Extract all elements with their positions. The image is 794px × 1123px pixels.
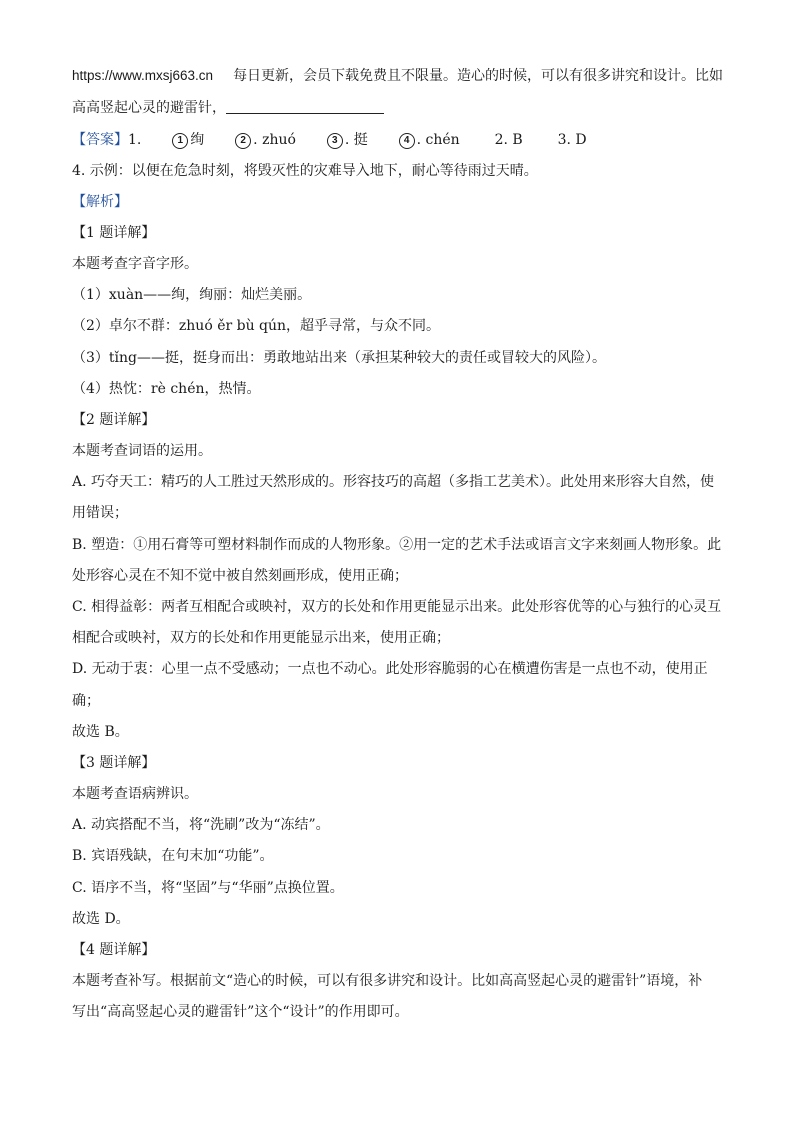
analysis-line: A. 巧夺天工：精巧的人工胜过天然形成的。形容技巧的高超（多指工艺美术）。此处用来形容大自然，使 bbox=[72, 474, 715, 490]
header-text-2: 高高竖起心灵的避雷针， bbox=[72, 100, 226, 116]
analysis-line: 【1 题详解】 bbox=[72, 225, 156, 241]
analysis-line: 相配合或映衬，双方的长处和作用更能显示出来，使用正确； bbox=[72, 630, 450, 646]
analysis-line: 处形容心灵在不知不觉中被自然刻画形成，使用正确； bbox=[72, 568, 408, 584]
analysis-line: （4）热忱：rè chén，热情。 bbox=[72, 381, 261, 397]
answer-q4: 4. 示例：以便在危急时刻，将毁灭性的灾难导入地下，耐心等待雨过天晴。 bbox=[72, 163, 538, 179]
answer-item-2: . zhuó bbox=[253, 132, 296, 148]
answer-label: 【答案】 bbox=[72, 132, 128, 148]
header-line-1 bbox=[72, 66, 722, 86]
analysis-line: B. 宾语残缺，在句末加“功能”。 bbox=[72, 848, 274, 864]
circled-number-4: 4 bbox=[399, 133, 415, 149]
analysis-line: B. 塑造：①用石膏等可塑材料制作而成的人物形象。②用一定的艺术手法或语言文字来刻画人物形象。此 bbox=[72, 537, 722, 553]
analysis-line: 【2 题详解】 bbox=[72, 412, 156, 428]
analysis-line: 写出“高高竖起心灵的避雷针”这个“设计”的作用即可。 bbox=[72, 1004, 409, 1020]
circled-number-2: 2 bbox=[235, 133, 251, 149]
analysis-line: 确； bbox=[72, 693, 100, 709]
analysis-label: 【解析】 bbox=[72, 194, 128, 210]
source-url[interactable]: https://www.mxsj663.cn bbox=[72, 68, 214, 83]
header-line-2 bbox=[72, 98, 722, 118]
analysis-line: D. 无动于衷：心里一点不受感动；一点也不动心。此处形容脆弱的心在横遭伤害是一点也不动，使用正 bbox=[72, 661, 708, 677]
answer-q2: 2. B bbox=[494, 132, 523, 148]
analysis-line: C. 相得益彰：两者互相配合或映衬，双方的长处和作用更能显示出来。此处形容优等的心与独行的心灵互 bbox=[72, 599, 722, 615]
analysis-line: 【3 题详解】 bbox=[72, 755, 156, 771]
header-text-1: 每日更新，会员下载免费且不限量。造心的时候，可以有很多讲究和设计。比如 bbox=[233, 68, 724, 84]
analysis-line: 用错误； bbox=[72, 505, 128, 521]
analysis-line: 本题考查字音字形。 bbox=[72, 256, 198, 272]
fill-blank bbox=[226, 99, 384, 114]
analysis-label-line bbox=[72, 192, 722, 212]
circled-number-3: 3 bbox=[327, 133, 343, 149]
analysis-line: 本题考查语病辨识。 bbox=[72, 786, 198, 802]
analysis-line: （1）xuàn——绚，绚丽：灿烂美丽。 bbox=[72, 287, 312, 303]
analysis-line: 本题考查补写。根据前文“造心的时候，可以有很多讲究和设计。比如高高竖起心灵的避雷针”语境，补 bbox=[72, 973, 703, 989]
answer-item-3: . 挺 bbox=[344, 132, 368, 148]
analysis-line: 本题考查词语的运用。 bbox=[72, 443, 212, 459]
answer-q3: 3. D bbox=[557, 132, 587, 148]
analysis-line: （3）tǐng——挺，挺身而出：勇敢地站出来（承担某种较大的责任或冒较大的风险）。 bbox=[72, 350, 606, 366]
answer-q1: 1. bbox=[128, 132, 142, 148]
circled-number-1: 1 bbox=[172, 133, 188, 149]
answer-q4-line bbox=[72, 161, 722, 181]
answer-item-4: . chén bbox=[416, 132, 460, 148]
analysis-line: 故选 B。 bbox=[72, 724, 129, 740]
analysis-line: A. 动宾搭配不当，将“洗刷”改为“冻结”。 bbox=[72, 817, 330, 833]
answer-line bbox=[72, 130, 722, 150]
analysis-line: 故选 D。 bbox=[72, 911, 130, 927]
analysis-line: （2）卓尔不群：zhuó ěr bù qún，超乎寻常，与众不同。 bbox=[72, 318, 441, 334]
analysis-line: C. 语序不当，将“坚固”与“华丽”点换位置。 bbox=[72, 880, 344, 896]
analysis-line: 【4 题详解】 bbox=[72, 942, 156, 958]
answer-item-1: 绚 bbox=[190, 132, 205, 148]
